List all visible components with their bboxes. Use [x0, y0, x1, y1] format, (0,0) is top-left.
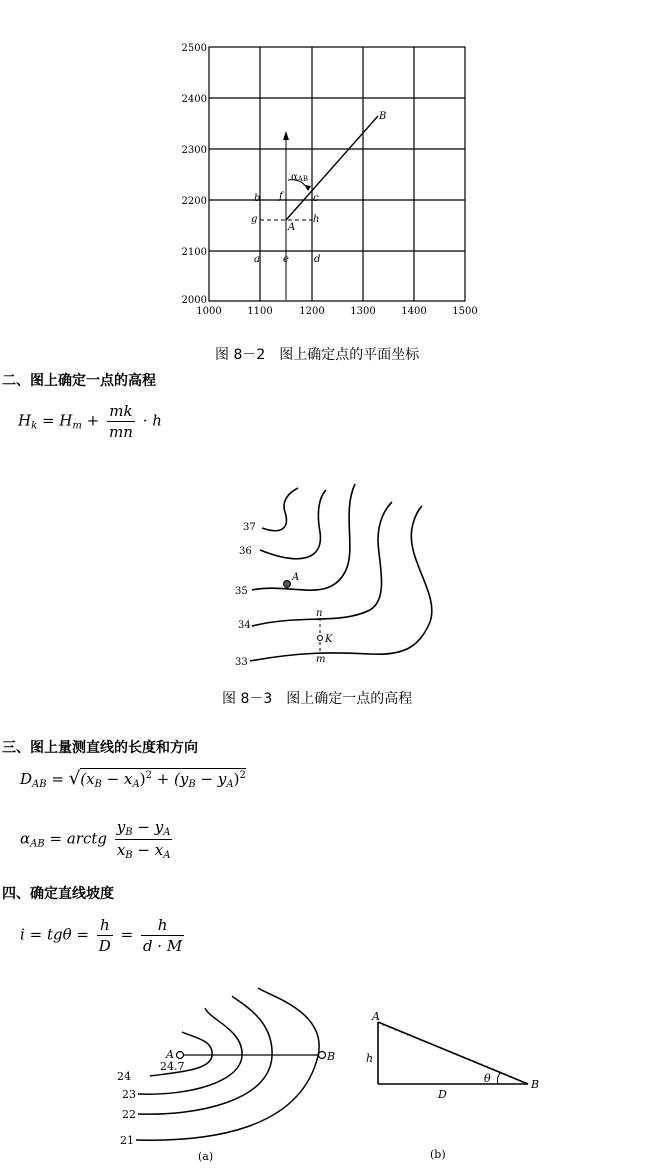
contour-23	[138, 1008, 242, 1094]
point-label-h: h	[313, 214, 320, 225]
formula-d-ya: − y	[195, 770, 227, 788]
contour-point-label-m: m	[316, 654, 326, 665]
contour-label-34: 34	[238, 620, 251, 631]
formula-d-xb: (x	[80, 770, 95, 788]
x-tick-1300: 1300	[350, 306, 376, 317]
y-tick-2300: 2300	[181, 145, 207, 156]
slope-den2: d · M	[142, 937, 183, 955]
distance-formula	[20, 768, 246, 790]
formula-alpha-sub: AB	[30, 838, 45, 850]
azimuth-den-minus: − x	[132, 841, 164, 859]
point-label-a: A	[288, 222, 296, 233]
formula-d-ya-sub: A	[226, 779, 234, 790]
azimuth-den-x: x	[116, 841, 126, 859]
slope-contour-label-21: 21	[120, 1134, 134, 1147]
point-label-c: c	[313, 193, 319, 204]
triangle-label-a: A	[372, 1010, 380, 1023]
formula-d-sq1: 2	[145, 770, 152, 781]
azimuth-denominator	[115, 840, 173, 861]
y-tick-2200: 2200	[181, 196, 207, 207]
x-tick-1200: 1200	[299, 306, 325, 317]
point-label-d: d	[314, 254, 321, 265]
section-4-heading: 四、确定直线坡度	[2, 886, 114, 902]
grid-frame	[209, 47, 465, 301]
formula-d-xb-sub: B	[94, 779, 102, 790]
slope-point-label-a: A	[166, 1048, 174, 1061]
contour-label-37: 37	[243, 522, 256, 533]
y-tick-2500: 2500	[181, 43, 207, 54]
formula-alpha-eq: =	[49, 829, 63, 848]
formula-h: h	[152, 411, 162, 430]
slope-contour-figure	[110, 980, 350, 1162]
point-label-g: g	[251, 214, 258, 225]
angle-label-alpha: αAB	[291, 172, 308, 183]
y-tick-2000: 2000	[181, 295, 207, 306]
formula-plus: +	[86, 411, 100, 430]
point-label-b: B	[379, 111, 387, 122]
x-tick-1400: 1400	[401, 306, 427, 317]
slope-fraction-1	[97, 916, 113, 955]
azimuth-fraction	[115, 818, 173, 861]
contour-point-label-k: K	[325, 634, 333, 645]
slope-triangle-figure	[360, 1005, 550, 1162]
slope-contour-label-23: 23	[122, 1088, 136, 1101]
point-label-f: f	[279, 191, 283, 202]
x-tick-1500: 1500	[452, 306, 478, 317]
section-3-heading: 三、图上量测直线的长度和方向	[2, 740, 198, 756]
formula-d-sq2: 2	[239, 770, 246, 781]
triangle-label-theta: θ	[484, 1072, 491, 1085]
formula-dot: ·	[142, 411, 148, 430]
contour-point-label-n: n	[316, 608, 323, 619]
formula-d-close1: )	[139, 770, 146, 788]
contour-35	[252, 484, 355, 590]
triangle-label-d: D	[438, 1088, 447, 1101]
point-k-marker	[318, 636, 323, 641]
contour-33	[250, 506, 432, 661]
grid-lines	[209, 47, 465, 301]
slope-fraction-2	[141, 916, 184, 955]
contour-36	[260, 490, 326, 559]
triangle-label-h: h	[366, 1052, 374, 1065]
slope-num1: h	[97, 916, 113, 936]
formula-d-sub: AB	[32, 779, 47, 790]
slope-point-a-marker	[177, 1052, 184, 1059]
slope-point-b-marker	[319, 1052, 326, 1059]
azimuth-num-minus: − y	[132, 818, 164, 836]
section-2-heading: 二、图上确定一点的高程	[2, 373, 156, 389]
formula-fraction	[107, 402, 135, 441]
formula-d: D	[20, 770, 33, 788]
figure-8-3-caption: 图 8－3 图上确定一点的高程	[222, 691, 413, 707]
formula-tg: tg	[46, 925, 63, 944]
contour-label-35: 35	[235, 586, 248, 597]
angle-arc-arrow-icon	[305, 185, 311, 191]
contour-point-label-a: A	[292, 572, 300, 583]
panel-a-label: (a)	[198, 1150, 214, 1162]
formula-i-eq3: =	[120, 925, 134, 944]
azimuth-formula	[20, 818, 175, 861]
panel-b-label: (b)	[430, 1148, 446, 1161]
fraction-denominator: mn	[109, 423, 133, 441]
formula-hk-sub: k	[31, 420, 38, 432]
triangle-label-b: B	[531, 1078, 540, 1091]
point-a-marker	[284, 581, 291, 588]
theta-arc	[497, 1073, 500, 1084]
sqrt-icon: √	[68, 768, 81, 789]
formula-hk: H	[18, 411, 32, 430]
formula-i-eq2: =	[76, 925, 89, 944]
slope-den1: D	[98, 937, 111, 955]
azimuth-den-sub2: A	[163, 850, 171, 861]
formula-theta: θ	[62, 925, 72, 944]
formula-hm: H	[59, 411, 73, 430]
coordinate-grid-figure	[180, 38, 490, 320]
slope-point-label-b: B	[327, 1050, 336, 1063]
y-tick-2100: 2100	[181, 247, 207, 258]
contour-elevation-figure	[228, 478, 438, 670]
y-tick-2400: 2400	[181, 94, 207, 105]
azimuth-num-y: y	[116, 818, 126, 836]
formula-d-eq: =	[51, 770, 64, 788]
elevation-formula	[18, 402, 162, 441]
slope-contour-label-22: 22	[122, 1108, 136, 1121]
formula-arctg: arctg	[66, 829, 108, 848]
slope-formula	[20, 916, 187, 955]
figure-8-2-caption: 图 8－2 图上确定点的平面坐标	[215, 347, 420, 363]
formula-d-xa-sub: A	[132, 779, 140, 790]
azimuth-num-sub1: B	[125, 827, 133, 838]
formula-hm-sub: m	[72, 420, 82, 432]
north-arrow-icon	[283, 131, 289, 140]
formula-d-close2: )	[233, 770, 240, 788]
x-tick-1000: 1000	[196, 306, 222, 317]
formula-i-eq1: =	[29, 925, 43, 944]
slope-num2: h	[141, 916, 184, 936]
contour-label-33: 33	[235, 657, 248, 668]
formula-d-yb: + (y	[151, 770, 189, 788]
point-label-e: e	[283, 254, 289, 265]
x-tick-1100: 1100	[247, 306, 273, 317]
formula-i: i	[20, 925, 25, 944]
fraction-numerator: mk	[107, 402, 135, 422]
azimuth-num-sub2: A	[163, 827, 171, 838]
formula-eq: =	[41, 411, 55, 430]
slope-point-a-value: 24.7	[160, 1060, 185, 1073]
line-ab	[286, 116, 378, 220]
formula-d-yb-sub: B	[188, 779, 196, 790]
point-label-b-small: b	[254, 193, 261, 204]
contour-37	[262, 488, 298, 531]
azimuth-numerator	[115, 818, 173, 840]
formula-alpha: α	[20, 829, 31, 848]
formula-d-xa: − x	[101, 770, 133, 788]
triangle-hypotenuse	[378, 1022, 528, 1084]
slope-contour-label-24: 24	[117, 1070, 131, 1083]
azimuth-den-sub1: B	[125, 850, 133, 861]
point-label-a-small: a	[254, 254, 260, 265]
sqrt-body	[80, 768, 246, 788]
contour-label-36: 36	[239, 546, 252, 557]
